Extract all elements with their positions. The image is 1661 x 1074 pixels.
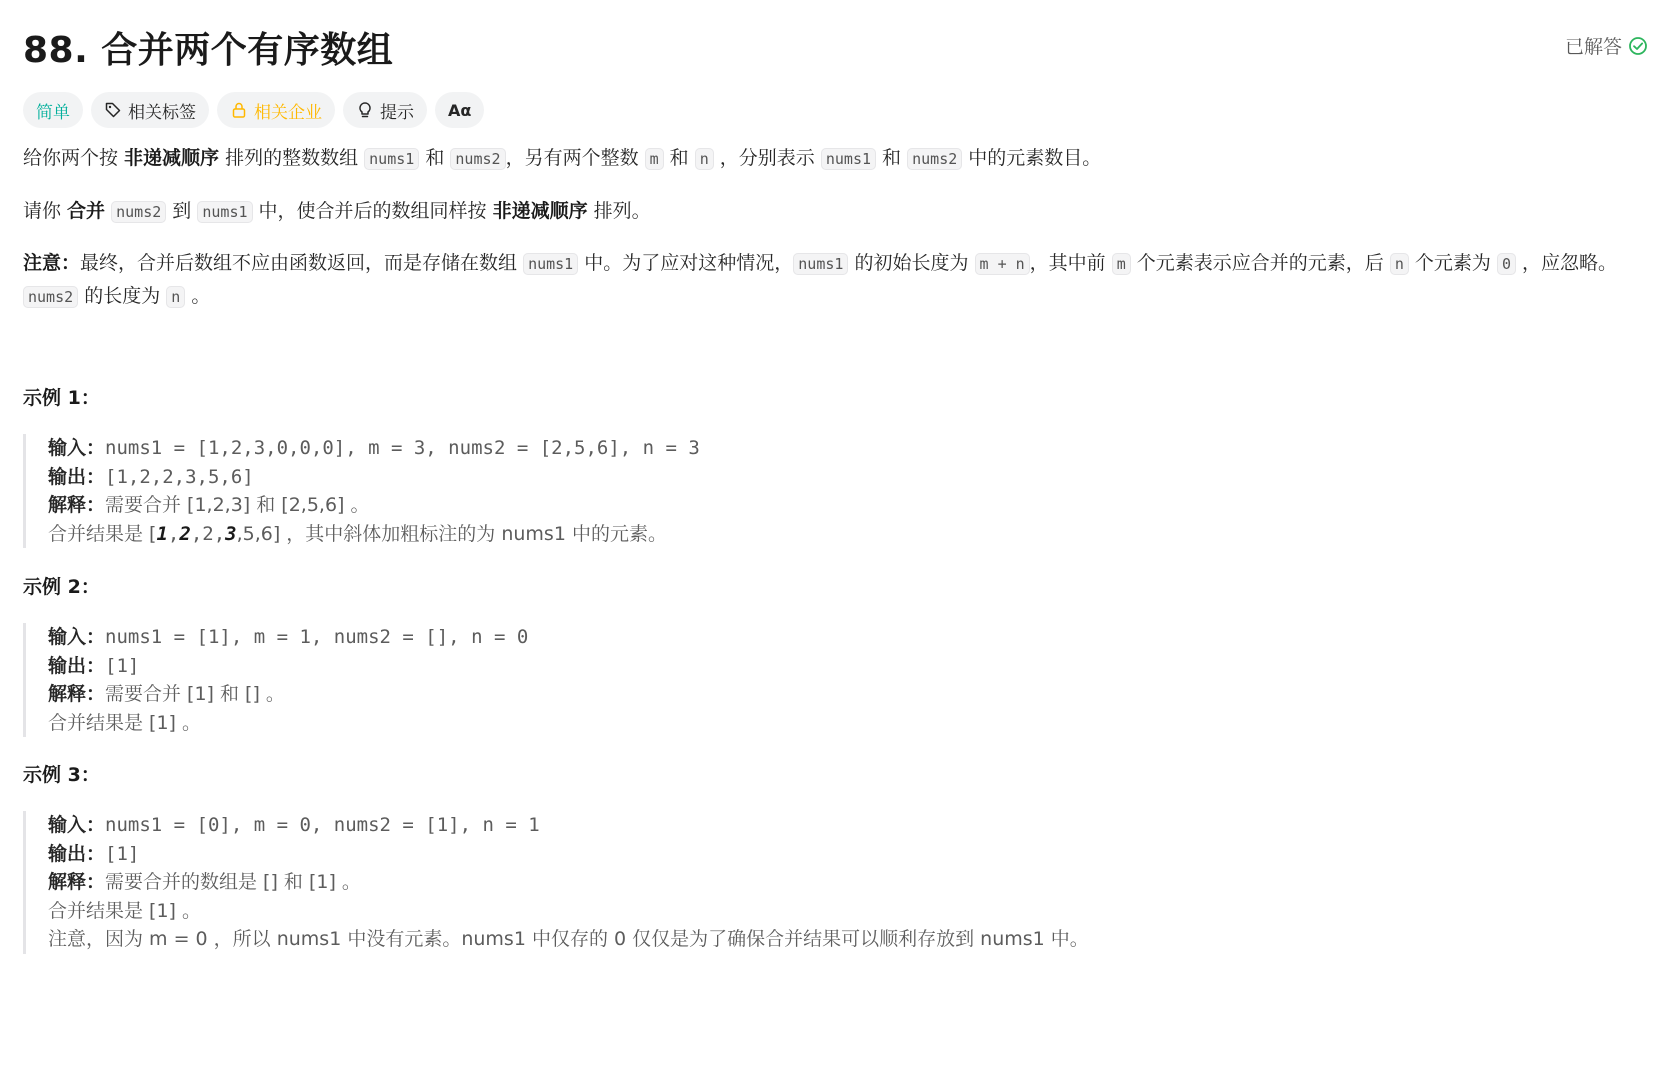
explain-label: 解释： xyxy=(48,871,106,893)
bold-italic-value: 2 xyxy=(179,522,191,545)
inline-code: m xyxy=(1112,253,1131,275)
result-text: ,5,6] ，其中斜体加粗标注的为 nums1 中的元素。 xyxy=(236,522,667,545)
inline-code: nums2 xyxy=(450,148,505,170)
text: 中的元素数目。 xyxy=(962,147,1102,169)
example-explain-line xyxy=(48,680,528,709)
inline-code: 0 xyxy=(1497,253,1516,275)
inline-code: nums1 xyxy=(821,148,876,170)
explain-text: 需要合并 [1] 和 [] 。 xyxy=(105,683,285,705)
description-paragraph-3 xyxy=(23,247,1648,313)
example-input-line xyxy=(48,434,700,463)
inline-code: n xyxy=(695,148,714,170)
example-2-block xyxy=(23,623,528,737)
bold-italic-value: 3 xyxy=(225,522,237,545)
result-text: 合并结果是 [1] 。 xyxy=(48,711,201,734)
input-value: nums1 = [1,2,3,0,0,0], m = 3, nums2 = [2,5,6], n = 3 xyxy=(105,437,700,459)
bold-text: 非递减顺序 xyxy=(124,147,220,169)
example-result-line xyxy=(48,709,528,738)
output-value: [1,2,2,3,5,6] xyxy=(105,465,254,488)
text: ，其中前 xyxy=(1029,252,1112,274)
text: 个元素表示应合并的元素，后 xyxy=(1130,252,1390,274)
text: 最终，合并后数组不应由函数返回，而是存储在数组 xyxy=(80,252,524,274)
example-result-line xyxy=(48,897,1089,926)
inline-code: nums2 xyxy=(111,201,166,223)
input-label: 输入： xyxy=(48,437,106,459)
output-value: [1] xyxy=(105,842,140,865)
text: 中，使合并后的数组同样按 xyxy=(252,200,493,222)
explain-label: 解释： xyxy=(48,494,106,516)
explain-text: 需要合并的数组是 [] 和 [1] 。 xyxy=(105,871,361,893)
explain-label: 解释： xyxy=(48,683,106,705)
example-1-title: 示例 1： xyxy=(23,387,100,409)
text: 请你 xyxy=(23,200,68,222)
example-3-title: 示例 3： xyxy=(23,764,100,786)
inline-code: nums2 xyxy=(907,148,962,170)
text: 的初始长度为 xyxy=(848,252,975,274)
text: 个元素为 xyxy=(1408,252,1497,274)
difficulty-badge xyxy=(23,92,83,128)
problem-title[interactable]: 88. 合并两个有序数组 xyxy=(23,30,394,71)
text: ，另有两个整数 xyxy=(505,147,645,169)
difficulty-label: 简单 xyxy=(36,102,70,123)
example-2-title: 示例 2： xyxy=(23,576,100,598)
topics-tag-button[interactable] xyxy=(91,92,209,128)
inline-code: m + n xyxy=(975,253,1030,275)
text: 中。为了应对这种情况， xyxy=(578,252,794,274)
example-output-line xyxy=(48,840,1089,869)
inline-code: n xyxy=(166,286,185,308)
example-result-line xyxy=(48,520,700,549)
example-explain-line xyxy=(48,868,1089,897)
bold-text: 合并 xyxy=(67,200,106,222)
solved-label: 已解答 xyxy=(1564,36,1622,58)
check-circle-icon xyxy=(1628,36,1648,56)
example-output-line xyxy=(48,652,528,681)
result-text: 合并结果是 [ xyxy=(48,522,157,545)
example-output-line xyxy=(48,463,700,492)
title-row xyxy=(23,18,1648,71)
companies-tag-button[interactable] xyxy=(217,92,335,128)
inline-code: m xyxy=(645,148,664,170)
description-paragraph-1 xyxy=(23,142,1101,175)
text: ，应忽略。 xyxy=(1516,252,1618,274)
text: 的长度为 xyxy=(78,285,167,307)
example-input-line xyxy=(48,811,1089,840)
hint-button[interactable] xyxy=(343,92,427,128)
explain-text: 需要合并 [1,2,3] 和 [2,5,6] 。 xyxy=(105,494,370,516)
hint-label: 提示 xyxy=(380,102,414,123)
solved-status xyxy=(1565,32,1648,59)
output-value: [1] xyxy=(105,654,140,677)
translate-button[interactable] xyxy=(435,92,484,128)
note-text: 注意，因为 m = 0 ，所以 nums1 中没有元素。nums1 中仅存的 0 仅仅是为了确保合并结果可以顺利存放到 nums1 中。 xyxy=(48,928,1089,950)
example-3-block xyxy=(23,811,1089,954)
input-value: nums1 = [1], m = 1, nums2 = [], n = 0 xyxy=(105,626,529,648)
bold-text: 非递减顺序 xyxy=(492,200,588,222)
result-text: 合并结果是 [1] 。 xyxy=(48,899,201,922)
lightbulb-icon xyxy=(356,101,374,119)
bold-text: 注意： xyxy=(23,252,81,274)
example-input-line xyxy=(48,623,528,652)
inline-code: nums1 xyxy=(523,253,578,275)
inline-code: nums2 xyxy=(23,286,78,308)
topics-tag-label: 相关标签 xyxy=(128,102,196,123)
input-label: 输入： xyxy=(48,626,106,648)
text: 到 xyxy=(166,200,198,222)
translate-icon: Aα xyxy=(448,100,472,120)
description-paragraph-2 xyxy=(23,195,651,228)
example-1-block xyxy=(23,434,700,548)
lock-icon xyxy=(230,101,248,119)
output-label: 输出： xyxy=(48,465,106,488)
bold-italic-value: 1 xyxy=(156,522,168,545)
output-label: 输出： xyxy=(48,842,106,865)
companies-tag-label: 相关企业 xyxy=(254,102,322,123)
text: 排列的整数数组 xyxy=(219,147,365,169)
tag-icon xyxy=(104,101,122,119)
example-note-line xyxy=(48,925,1089,954)
text: 和 xyxy=(419,147,451,169)
text: 和 xyxy=(876,147,908,169)
example-explain-line xyxy=(48,491,700,520)
inline-code: nums1 xyxy=(197,201,252,223)
input-value: nums1 = [0], m = 0, nums2 = [1], n = 1 xyxy=(105,814,540,836)
tag-bar xyxy=(23,92,484,128)
text: 给你两个按 xyxy=(23,147,125,169)
result-text: , xyxy=(167,522,180,545)
text: 和 xyxy=(663,147,695,169)
text: 排列。 xyxy=(587,200,651,222)
text: 。 xyxy=(185,285,211,307)
text: ，分别表示 xyxy=(713,147,821,169)
inline-code: nums1 xyxy=(364,148,419,170)
inline-code: n xyxy=(1390,253,1409,275)
result-text: ,2, xyxy=(190,522,226,545)
inline-code: nums1 xyxy=(793,253,848,275)
input-label: 输入： xyxy=(48,814,106,836)
output-label: 输出： xyxy=(48,654,106,677)
